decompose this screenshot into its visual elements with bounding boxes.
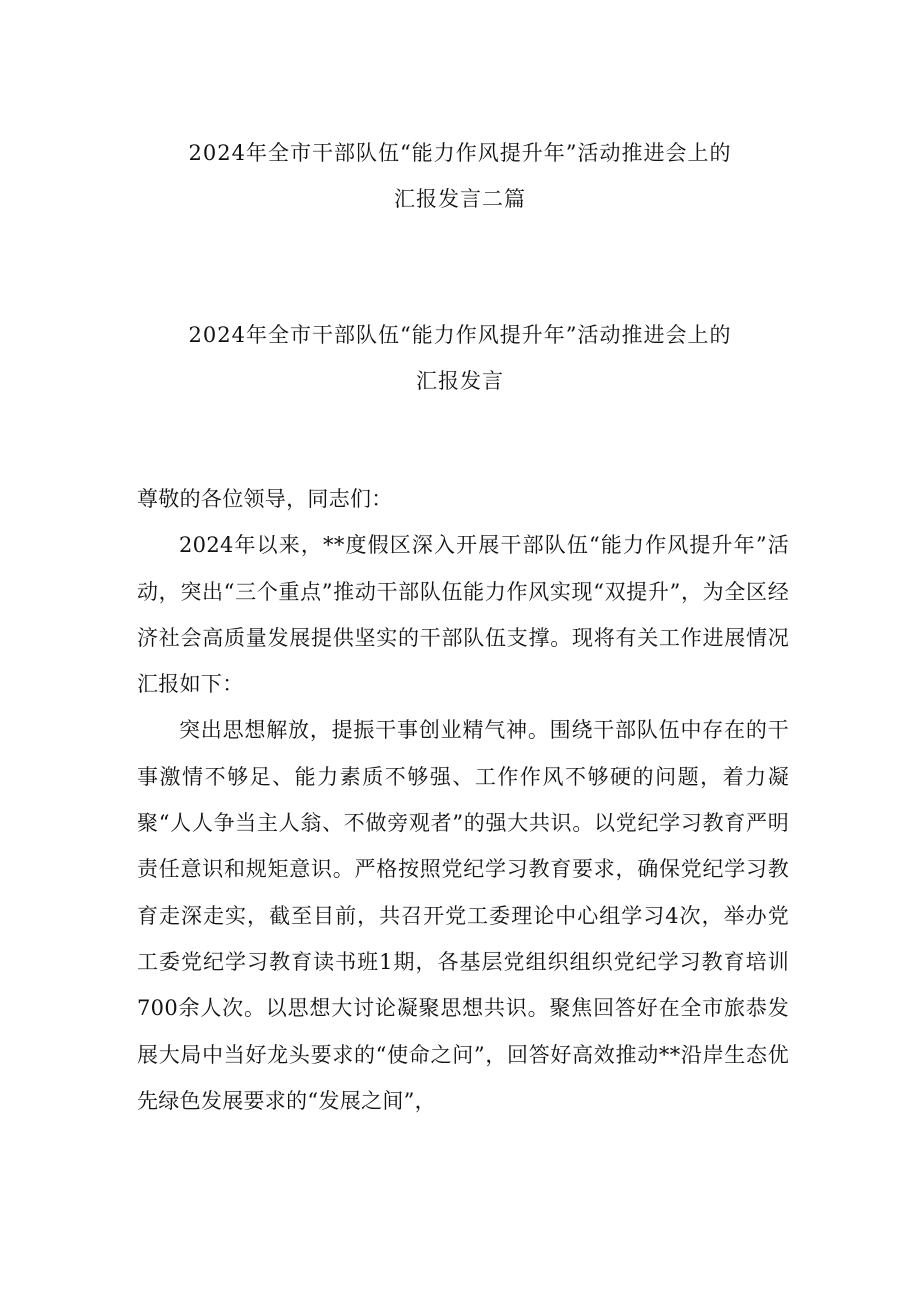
salutation: 尊敬的各位领导，同志们：	[137, 487, 393, 511]
document-body	[137, 476, 789, 1124]
sub-title-line-1: 2024年全市干部队伍“能力作风提升年”活动推进会上的	[188, 323, 732, 347]
document-main-title	[130, 130, 790, 222]
main-title-line-2: 汇报发言二篇	[394, 187, 526, 211]
paragraph-intro: 2024年以来，**度假区深入开展干部队伍“能力作风提升年”活动，突出“三个重点”推动干部队伍能力作风实现“双提升”，为全区经济社会高质量发展提供坚实的干部队伍支撑。现将有关工作进展情况汇报如下：	[137, 533, 789, 697]
main-title-line-1: 2024年全市干部队伍“能力作风提升年”活动推进会上的	[188, 141, 732, 165]
paragraph-thought-liberation: 突出思想解放，提振干事创业精气神。围绕干部队伍中存在的干事激情不够足、能力素质不够强、工作作风不够硬的问题，着力凝聚“人人争当主人翁、不做旁观者”的强大共识。以党纪学习教育严明责任意识和规矩意识。严格按照党纪学习教育要求，确保党纪学习教育走深走实，截至目前，共召开党工委理论中心组学习4次，举办党工委党纪学习教育读书班1期，各基层党组织组织党纪学习教育培训700余人次。以思想大讨论凝聚思想共识。聚焦回答好在全市旅恭发展大局中当好龙头要求的“使命之问”，回答好高效推动**沿岸生态优先绿色发展要求的“发展之间”，	[137, 718, 789, 1113]
document-sub-title	[130, 312, 790, 404]
sub-title-line-2: 汇报发言	[416, 369, 504, 393]
